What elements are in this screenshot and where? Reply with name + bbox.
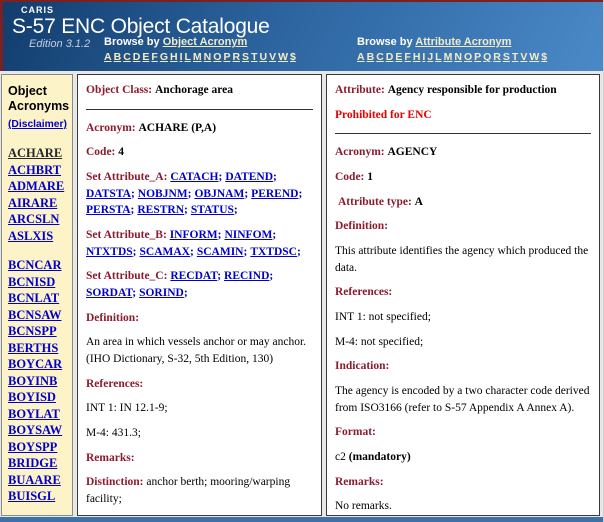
browse-object-line (104, 36, 298, 48)
attribute-letter-link[interactable]: N (454, 51, 462, 63)
object-letter-link[interactable]: U (259, 51, 268, 63)
attribute-entry: SCAMIN; (196, 245, 248, 258)
object-letter-link[interactable]: N (203, 51, 212, 63)
attribute-link[interactable]: SORDAT (86, 287, 133, 300)
format-value: c2 (335, 451, 346, 464)
attribute-letter-link[interactable]: A (357, 51, 365, 63)
object-acronym-link[interactable]: Object Acronym (162, 36, 248, 48)
browse-attribute-section (357, 36, 549, 63)
browse-attribute-line (357, 36, 549, 48)
sidebar-acronym-link[interactable]: BUAARE (8, 472, 61, 487)
attribute-letter-link[interactable]: S (502, 51, 510, 63)
sidebar-acronym-link[interactable]: BUISGL (8, 489, 56, 503)
set-attribute-a-line: Set Attribute_A: CATACH; DATEND;DATSTA; NOBJNM; OBJNAM; PEREND;PERSTA; RESTRN; STATUS; (86, 169, 313, 219)
object-letter-link[interactable]: H (169, 51, 178, 63)
list-item (8, 389, 67, 406)
attribute-link[interactable]: SCAMAX (139, 245, 190, 258)
list-item (8, 472, 67, 489)
object-letter-link[interactable]: P (223, 51, 231, 63)
reference-int1: INT 1: not specified; (335, 311, 431, 324)
object-letter-link[interactable]: D (132, 51, 141, 63)
list-item (8, 356, 67, 373)
object-class-label: Object Class: (86, 84, 153, 96)
sidebar-acronym-link[interactable]: BOYLAT (8, 406, 60, 421)
object-letter-link[interactable]: F (151, 51, 158, 63)
list-item (8, 211, 67, 228)
attribute-letter-link[interactable]: P (474, 51, 482, 63)
code-value: 1 (367, 171, 374, 184)
definition-heading: Definition: (335, 220, 389, 233)
list-item (8, 290, 67, 307)
sidebar-acronym-link[interactable]: BERTHS (8, 340, 59, 355)
format-heading: Format: (335, 426, 376, 439)
attribute-letter-link[interactable]: F (404, 51, 411, 63)
attribute-panel (326, 74, 600, 516)
attribute-entry: RECIND; (224, 270, 274, 283)
attribute-letter-link[interactable]: T (511, 51, 519, 63)
attribute-link[interactable]: SORIND (139, 287, 184, 300)
object-letter-link[interactable]: R (232, 51, 241, 63)
sidebar-acronym-link[interactable]: BCNCAR (8, 258, 62, 272)
object-letter-link[interactable]: M (192, 51, 202, 63)
attribute-link[interactable]: OBJNAM (194, 187, 245, 200)
remarks-heading: Remarks: (86, 451, 135, 464)
attribute-link[interactable]: STATUS (190, 204, 234, 217)
attribute-link[interactable]: SCAMIN (196, 245, 244, 258)
sidebar-acronym-link[interactable]: BOYINB (8, 373, 58, 388)
attribute-link[interactable]: NTXTDS (86, 245, 133, 258)
attribute-letter-link[interactable]: E (395, 51, 403, 63)
sidebar-acronym-link[interactable]: AIRARE (8, 195, 58, 210)
browse-by-text: Browse by (357, 36, 413, 48)
sidebar-acronym-link[interactable]: BOYSAW (8, 423, 63, 437)
sidebar-acronym-link[interactable]: BOYSPP (8, 439, 58, 454)
edition-label: Edition 3.1.2 (29, 38, 91, 50)
attribute-acronym-link[interactable]: Attribute Acronym (415, 36, 512, 48)
attribute-entry: RESTRN; (137, 204, 188, 217)
reference-int1: INT 1: IN 12.1-9; (86, 402, 168, 415)
list-item (8, 228, 67, 245)
references-heading: References: (86, 377, 144, 390)
attribute-link[interactable]: PERSTA (86, 204, 131, 217)
object-letter-link[interactable]: A (104, 51, 112, 63)
list-item (8, 488, 67, 505)
definition-heading: Definition: (86, 311, 140, 324)
attribute-entry: INFORM; (169, 229, 222, 242)
list-item (8, 307, 67, 324)
bottom-blue-bar (0, 517, 603, 522)
object-letter-link[interactable]: W (278, 51, 289, 63)
attribute-link[interactable]: RESTRN (137, 204, 185, 217)
sidebar-acronym-link[interactable]: BOYCAR (8, 357, 63, 371)
attribute-entry: OBJNAM; (194, 187, 249, 200)
attribute-letter-link[interactable]: Q (483, 51, 492, 63)
object-class-value: Anchorage area (155, 84, 234, 96)
remarks-heading: Remarks: (335, 475, 384, 488)
object-letter-link[interactable]: T (251, 51, 258, 63)
acronym-group-a (8, 145, 67, 244)
acronym-value: AGENCY (387, 146, 438, 159)
object-class-line (86, 82, 313, 99)
attribute-type-value: A (414, 195, 423, 208)
sidebar-acronym-link[interactable]: ASLXIS (8, 228, 54, 243)
attribute-entry: DATSTA; (86, 187, 135, 200)
attribute-link[interactable]: TXTDSC (250, 245, 297, 258)
attribute-link[interactable]: NINFOM (224, 229, 273, 242)
acronym-line: Acronym: ACHARE (P,A) (86, 121, 217, 134)
object-acronym-sidebar (1, 74, 73, 516)
object-letter-link[interactable]: $ (290, 51, 296, 63)
sidebar-acronym-link[interactable]: ACHARE (8, 146, 63, 160)
sidebar-acronym-link[interactable]: ADMARE (8, 179, 65, 193)
format-line (335, 449, 591, 466)
sidebar-acronym-link[interactable]: BOYISD (8, 390, 56, 404)
sidebar-acronym-link[interactable]: BRIDGE (8, 456, 58, 470)
object-letter-link[interactable]: I (179, 51, 183, 63)
acronym-value: ACHARE (P,A) (138, 121, 217, 134)
attribute-link[interactable]: INFORM (169, 229, 218, 242)
attribute-value: Agency responsible for production (387, 84, 557, 96)
attribute-link[interactable]: RECDAT (170, 270, 218, 283)
reference-m4: M-4: not specified; (335, 335, 424, 348)
attribute-entry: SORDAT; (86, 287, 137, 300)
indication-text: The agency is encoded by a two character code derived from ISO3166 (refer to S-57 Appendix A Annex A). (335, 385, 590, 414)
attribute-letter-link[interactable]: O (463, 51, 473, 63)
list-item (8, 145, 67, 162)
list-item (8, 162, 67, 179)
attribute-link[interactable]: NOBJNM (137, 187, 188, 200)
attribute-letter-link[interactable]: I (422, 51, 426, 63)
attribute-entry: CATACH; (170, 171, 223, 184)
object-letter-link[interactable]: E (142, 51, 150, 63)
sidebar-acronym-link[interactable]: BCNSAW (8, 307, 62, 322)
list-item (8, 422, 67, 439)
sidebar-acronym-link[interactable]: ACHBRT (8, 162, 62, 177)
attribute-entry: TXTDSC; (250, 245, 301, 258)
attribute-entry: DATEND; (225, 171, 277, 184)
attribute-entry: RECDAT; (170, 270, 222, 283)
object-letter-link[interactable]: S (242, 51, 250, 63)
attribute-entry: NTXTDS; (86, 245, 137, 258)
attribute-letter-link[interactable]: B (366, 51, 375, 63)
list-item (8, 406, 67, 423)
attribute-link[interactable]: DATSTA (86, 187, 131, 200)
code-line: Code: 1 (335, 171, 374, 184)
code-line: Code: 4 (86, 146, 125, 159)
attribute-letter-link[interactable]: $ (541, 51, 548, 63)
attribute-link[interactable]: RECIND (224, 270, 270, 283)
definition-text: This attribute identifies the agency which produced the data. (335, 245, 589, 274)
sidebar-title: Object Acronyms (8, 84, 70, 113)
attribute-link[interactable]: CATACH (170, 171, 219, 184)
object-letter-link[interactable]: C (123, 51, 131, 63)
attribute-letter-row (357, 51, 549, 63)
list-item (8, 195, 67, 212)
object-letter-link[interactable]: B (113, 51, 122, 63)
attribute-letter-link[interactable]: L (435, 51, 442, 63)
object-letter-link[interactable]: V (269, 51, 277, 63)
references-heading: References: (335, 286, 393, 299)
browse-object-section (104, 36, 298, 63)
object-letter-link[interactable]: L (184, 51, 191, 63)
remarks-value: No remarks. (335, 500, 392, 513)
attribute-letter-link[interactable]: R (493, 51, 501, 63)
attribute-entry: PERSTA; (86, 204, 135, 217)
divider (86, 109, 313, 110)
list-item (8, 323, 67, 340)
format-mandatory: (mandatory) (348, 451, 411, 464)
object-letter-row (104, 51, 298, 63)
caris-wordmark: CARIS (21, 5, 55, 15)
page-title: S-57 ENC Object Catalogue (12, 15, 270, 38)
reference-m4: M-4: 431.3; (86, 427, 141, 440)
divider (335, 133, 591, 134)
attribute-letter-link[interactable]: D (385, 51, 394, 63)
attribute-entry: SORIND; (139, 287, 188, 300)
attribute-entry: NINFOM; (224, 229, 277, 242)
prohibited-banner: Prohibited for ENC (335, 108, 432, 121)
sidebar-acronym-link[interactable]: BCNSPP (8, 324, 57, 338)
distinction-line: Distinction: anchor berth; mooring/warping facility; (86, 476, 291, 506)
list-item (8, 439, 67, 456)
code-value: 4 (118, 146, 125, 159)
acronym-line: Acronym: AGENCY (335, 146, 438, 159)
attribute-letter-link[interactable]: M (443, 51, 453, 63)
object-letter-link[interactable]: O (213, 51, 222, 63)
set-attribute-c-line: Set Attribute_C: RECDAT; RECIND;SORDAT; SORIND; (86, 268, 313, 301)
attribute-entry: STATUS; (190, 204, 238, 217)
attribute-entry: PEREND; (251, 187, 303, 200)
object-class-panel (77, 74, 322, 516)
attribute-link[interactable]: PEREND (251, 187, 299, 200)
content-area (0, 72, 603, 522)
browse-by-text: Browse by (104, 36, 160, 48)
sidebar-acronym-link[interactable]: ARCSLN (8, 212, 60, 226)
sidebar-acronym-link[interactable]: BCNLAT (8, 291, 60, 305)
definition-text: An area in which vessels anchor or may anchor. (IHO Dictionary, S-32, 5th Edition, 130) (86, 336, 307, 366)
object-letter-link[interactable]: G (159, 51, 168, 63)
list-item (8, 274, 67, 291)
attribute-letter-link[interactable]: V (520, 51, 528, 63)
set-attribute-b-line: Set Attribute_B: INFORM; NINFOM;NTXTDS; SCAMAX; SCAMIN; TXTDSC; (86, 227, 313, 260)
attribute-link[interactable]: DATEND (225, 171, 274, 184)
sidebar-acronym-link[interactable]: BCNISD (8, 274, 56, 289)
attribute-letter-link[interactable]: W (529, 51, 540, 63)
attribute-type-line: Attribute type: A (338, 195, 423, 208)
list-item (8, 257, 67, 274)
indication-heading: Indication: (335, 360, 390, 373)
disclaimer-link[interactable]: (Disclaimer) (8, 119, 67, 130)
list-item (8, 455, 67, 472)
acronym-group-b (8, 257, 67, 505)
list-item (8, 373, 67, 390)
attribute-letter-link[interactable]: H (412, 51, 421, 63)
page-header (0, 0, 603, 71)
attribute-letter-link[interactable]: J (427, 51, 434, 63)
distinction-value: anchor berth; mooring/warping facility; (86, 476, 291, 506)
attribute-entry: SCAMAX; (139, 245, 194, 258)
attribute-line: Attribute: Agency responsible for production (335, 84, 557, 96)
list-item (8, 340, 67, 357)
list-item (8, 178, 67, 195)
attribute-letter-link[interactable]: C (376, 51, 384, 63)
attribute-entry: NOBJNM; (137, 187, 192, 200)
